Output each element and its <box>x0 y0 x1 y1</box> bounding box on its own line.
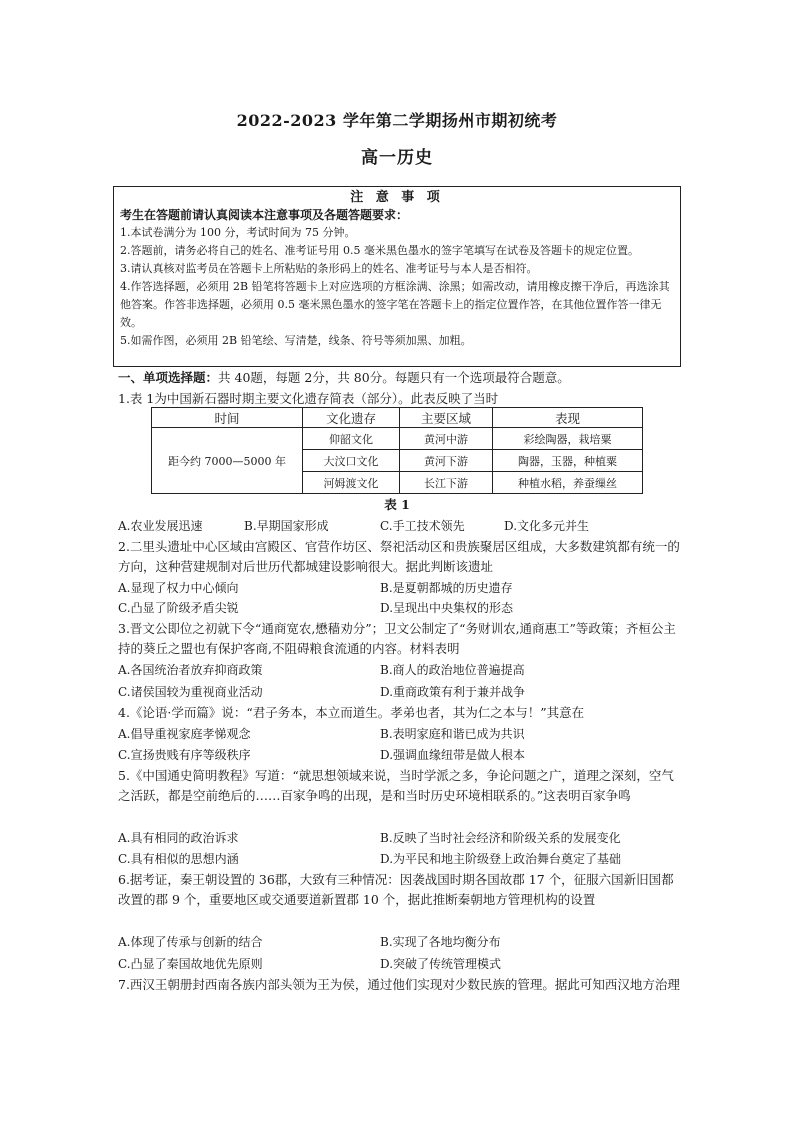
table-header: 主要区域 <box>400 408 493 428</box>
table-header: 表现 <box>493 408 643 428</box>
option-b[interactable]: B.早期国家形成 <box>244 519 329 533</box>
option-d[interactable]: D.呈现出中央集权的形态 <box>380 601 514 615</box>
notice-intro: 考生在答题前请认真阅读本注意事项及各题答题要求： <box>120 208 409 222</box>
table-cell: 仰韶文化 <box>303 428 400 450</box>
option-c[interactable]: C.宣扬贵贱有序等级秩序 <box>118 748 251 762</box>
notice-box <box>113 186 681 367</box>
question-7-stem: 7.西汉王朝册封西南各族内部头领为王为侯，通过他们实现对少数民族的管理。据此可知西汉地方治理 <box>118 977 680 992</box>
notice-item-4: 4.作答选择题，必须用 2B 铅笔将答题卡上对应选项的方框涂满、涂黑；如需改动，请用橡皮擦干净后，再选涂其他答案。作答非选择题，必须用 0.5 毫米黑色墨水的签字笔在答题卡上的指定位置作答，在其他位置作答一律无效。 <box>120 280 670 329</box>
question-6-options-row-1 <box>118 933 684 951</box>
option-a[interactable]: A.倡导重视家庭孝悌观念 <box>118 727 251 741</box>
table-cell: 彩绘陶器，栽培粟 <box>493 428 643 450</box>
option-c[interactable]: C.具有相似的思想内涵 <box>118 852 239 866</box>
culture-table <box>151 407 643 494</box>
question-1-stem: 1.表 1为中国新石器时期主要文化遗存简表（部分）。此表反映了当时 <box>118 391 499 406</box>
table-cell: 黄河下游 <box>400 450 493 472</box>
question-2-options-row-2 <box>118 599 684 617</box>
notice-heading: 注 意 事 项 <box>350 190 444 205</box>
table-header-row <box>152 408 643 428</box>
table-cell: 陶器，玉器，种植粟 <box>493 450 643 472</box>
notice-item-2: 2.答题前，请务必将自己的姓名、准考证号用 0.5 毫米黑色墨水的签字笔填写在试卷及答题卡的规定位置。 <box>120 244 639 257</box>
table-cell: 河姆渡文化 <box>303 472 400 494</box>
option-d[interactable]: D.文化多元并生 <box>504 519 590 533</box>
table-caption: 表 1 <box>384 497 410 512</box>
question-4-stem: 4.《论语·学而篇》说：“君子务本，本立而道生。孝弟也者，其为仁之本与！”其意在 <box>118 705 585 720</box>
question-5-options-row-2 <box>118 850 684 868</box>
option-d[interactable]: D.为平民和地主阶级登上政治舞台奠定了基础 <box>380 852 622 866</box>
option-b[interactable]: B.反映了当时社会经济和阶级关系的发展变化 <box>380 831 621 845</box>
notice-item-3: 3.请认真核对监考员在答题卡上所粘贴的条形码上的姓名、准考证号与本人是否相符。 <box>120 262 538 275</box>
question-4-options-row-2 <box>118 746 684 764</box>
table-cell: 种植水稻，养蚕缫丝 <box>493 472 643 494</box>
option-a[interactable]: A.显现了权力中心倾向 <box>118 581 239 595</box>
table-header: 文化遗存 <box>303 408 400 428</box>
section-desc: 共 40题，每题 2分，共 80分。每题只有一个选项最符合题意。 <box>218 370 570 385</box>
table-row <box>152 428 643 450</box>
notice-item-1: 1.本试卷满分为 100 分，考试时间为 75 分钟。 <box>120 226 356 239</box>
option-b[interactable]: B.商人的政治地位普遍提高 <box>380 663 525 677</box>
question-6-stem: 6.据考证，秦王朝设置的 36郡，大致有三种情况：因袭战国时期各国故郡 17 个，征服六国新旧国都改置的郡 9 个，重要地区或交通要道新置郡 10 个，据此推断秦朝地方管理机构的设置 <box>118 872 674 907</box>
exam-title: 2022-2023 学年第二学期扬州市期初统考 <box>236 111 558 130</box>
section-label: 一、单项选择题： <box>118 370 219 385</box>
option-a[interactable]: A.具有相同的政治诉求 <box>118 831 239 845</box>
option-d[interactable]: D.强调血缘纽带是做人根本 <box>380 748 526 762</box>
question-2-stem: 2.二里头遗址中心区域由宫殿区、官营作坊区、祭祀活动区和贵族聚居区组成，大多数建筑都有统一的方向，这种营建规制对后世历代都城建设影响很大。据此判断该遗址 <box>118 539 680 574</box>
option-b[interactable]: B.是夏朝都城的历史遗存 <box>380 581 513 595</box>
option-a[interactable]: A.各国统治者放弃抑商政策 <box>118 663 263 677</box>
option-c[interactable]: C.凸显了阶级矛盾尖锐 <box>118 601 239 615</box>
question-6-options-row-2 <box>118 955 684 973</box>
question-1-options <box>118 517 684 535</box>
table-cell: 长江下游 <box>400 472 493 494</box>
question-3-stem: 3.晋文公即位之初就下令“通商宽农,懋穑劝分”；卫文公制定了“务财训农,通商惠工”等政策；齐桓公主持的葵丘之盟也有保护客商,不阻碍粮食流通的内容。材料表明 <box>118 621 676 656</box>
question-4-options-row-1 <box>118 725 684 743</box>
question-3-options-row-1 <box>118 661 684 679</box>
option-a[interactable]: A.体现了传承与创新的结合 <box>118 935 263 949</box>
question-5-options-row-1 <box>118 829 684 847</box>
table-cell-period: 距今约 7000—5000 年 <box>152 428 303 494</box>
notice-item-5: 5.如需作图，必须用 2B 铅笔绘、写清楚，线条、符号等须加黑、加粗。 <box>120 334 472 347</box>
option-c[interactable]: C.诸侯国较为重视商业活动 <box>118 685 263 699</box>
option-d[interactable]: D.突破了传统管理模式 <box>380 957 502 971</box>
table-cell: 大汶口文化 <box>303 450 400 472</box>
question-3-options-row-2 <box>118 683 684 701</box>
option-c[interactable]: C.凸显了秦国故地优先原则 <box>118 957 263 971</box>
option-b[interactable]: B.实现了各地均衡分布 <box>380 935 501 949</box>
option-c[interactable]: C.手工技术领先 <box>380 519 465 533</box>
table-cell: 黄河中游 <box>400 428 493 450</box>
question-5-stem: 5.《中国通史简明教程》写道：“就思想领域来说，当时学派之多，争论问题之广，道理之深刻，空气之活跃，都是空前绝后的……百家争鸣的出现，是和当时历史环境相联系的。”这表明百家争鸣 <box>118 768 674 803</box>
table-header: 时间 <box>152 408 303 428</box>
exam-subject: 高一历史 <box>361 148 433 168</box>
option-b[interactable]: B.表明家庭和谐已成为共识 <box>380 727 525 741</box>
option-d[interactable]: D.重商政策有利于兼并战争 <box>380 685 526 699</box>
section-heading <box>118 369 570 387</box>
question-2-options-row-1 <box>118 579 684 597</box>
option-a[interactable]: A.农业发展迅速 <box>118 519 203 533</box>
